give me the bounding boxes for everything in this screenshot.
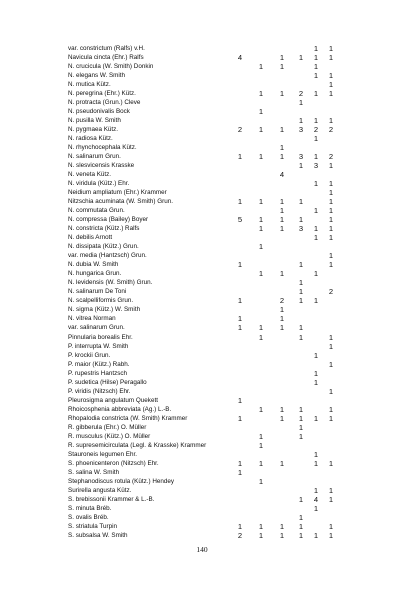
- table-row: [0, 387, 404, 396]
- count-cell: 1: [258, 521, 264, 531]
- count-cell: 1: [258, 242, 264, 252]
- species-name: Stephanodiscus rotula (Kütz.) Hendey: [68, 477, 175, 485]
- count-cell: 1: [328, 521, 334, 531]
- count-cell: 1: [328, 332, 334, 342]
- count-cell: 1: [313, 530, 319, 540]
- count-cell: 1: [313, 53, 319, 63]
- species-name: N. dissipata (Kütz.) Grun.: [68, 243, 139, 251]
- count-cell: 1: [298, 197, 304, 207]
- table-row: [0, 188, 404, 197]
- species-name: S. ovalis Bréb.: [68, 513, 109, 521]
- table-row: [0, 71, 404, 80]
- count-cell: 4: [279, 170, 285, 180]
- species-name: R. musculus (Kütz.) O. Müller: [68, 432, 151, 440]
- count-cell: 1: [279, 530, 285, 540]
- table-row: [0, 369, 404, 378]
- count-cell: 1: [328, 485, 334, 495]
- table-row: [0, 233, 404, 242]
- species-name: N. veneta Kütz.: [68, 171, 112, 179]
- species-name: var. salinarum Grun.: [68, 324, 125, 332]
- count-cell: 1: [298, 116, 304, 126]
- count-cell: 2: [237, 125, 243, 135]
- table-row: [0, 80, 404, 89]
- species-name: S. subsalsa W. Smith: [68, 531, 128, 539]
- count-cell: 1: [279, 305, 285, 315]
- species-name: N. levidensis (W. Smith) Grun.: [68, 279, 153, 287]
- species-name: N. pygmaea Kütz.: [68, 126, 119, 134]
- count-cell: 1: [298, 161, 304, 171]
- count-cell: 1: [313, 152, 319, 162]
- table-row: [0, 260, 404, 269]
- species-name: N. hungarica Grun.: [68, 270, 122, 278]
- count-cell: 3: [298, 152, 304, 162]
- table-row: [0, 116, 404, 125]
- species-name: Neidium ampliatum (Ehr.) Krammer: [68, 189, 167, 197]
- count-cell: 1: [237, 323, 243, 333]
- count-cell: 1: [328, 494, 334, 504]
- count-cell: 1: [258, 476, 264, 486]
- count-cell: 1: [279, 143, 285, 153]
- count-cell: 1: [279, 89, 285, 99]
- count-cell: 1: [313, 503, 319, 513]
- count-cell: 1: [298, 413, 304, 423]
- count-cell: 1: [313, 485, 319, 495]
- count-cell: 1: [313, 458, 319, 468]
- count-cell: 1: [328, 359, 334, 369]
- species-name: S. minuta Bréb.: [68, 504, 112, 512]
- species-name: N. mutica Kütz.: [68, 81, 111, 89]
- count-cell: 1: [298, 215, 304, 225]
- count-cell: 1: [328, 188, 334, 198]
- table-row: [0, 62, 404, 71]
- count-cell: 1: [298, 278, 304, 288]
- table-row: [0, 314, 404, 323]
- count-cell: 1: [258, 215, 264, 225]
- table-row: [0, 414, 404, 423]
- count-cell: 1: [298, 323, 304, 333]
- table-row: [0, 531, 404, 540]
- species-name: N. debilis Arnott: [68, 234, 113, 242]
- table-row: [0, 522, 404, 531]
- count-cell: 1: [328, 404, 334, 414]
- species-name: S. phoenicenteron (Nitzsch) Ehr.: [68, 459, 159, 467]
- table-row: [0, 504, 404, 513]
- count-cell: 1: [328, 530, 334, 540]
- count-cell: 1: [237, 152, 243, 162]
- count-cell: 1: [328, 260, 334, 270]
- species-name: N. constricta (Kütz.) Ralfs: [68, 225, 140, 233]
- count-cell: 1: [313, 368, 319, 378]
- count-cell: 2: [298, 89, 304, 99]
- species-name: N. viridula (Kütz.) Ehr.: [68, 180, 130, 188]
- species-name: N. cruciculа (W. Smith) Donkin: [68, 63, 154, 71]
- table-row: [0, 44, 404, 53]
- species-name: N. protracta (Grun.) Cleve: [68, 99, 141, 107]
- count-cell: 1: [298, 530, 304, 540]
- table-row: [0, 278, 404, 287]
- table-row: [0, 441, 404, 450]
- count-cell: 1: [313, 206, 319, 216]
- count-cell: 1: [279, 125, 285, 135]
- table-row: [0, 134, 404, 143]
- count-cell: 1: [298, 422, 304, 432]
- species-table: [0, 44, 404, 540]
- count-cell: 3: [313, 161, 319, 171]
- species-name: Nitzschia acuminata (W. Smith) Grun.: [68, 198, 173, 206]
- table-row: [0, 179, 404, 188]
- count-cell: 1: [313, 233, 319, 243]
- species-name: N. pusilla W. Smith: [68, 117, 121, 125]
- count-cell: 1: [279, 323, 285, 333]
- species-name: N. radiosa Kütz.: [68, 135, 113, 143]
- table-row: [0, 224, 404, 233]
- count-cell: 1: [237, 458, 243, 468]
- table-row: [0, 152, 404, 161]
- count-cell: 1: [237, 521, 243, 531]
- table-row: [0, 477, 404, 486]
- table-row: [0, 495, 404, 504]
- table-row: [0, 287, 404, 296]
- table-row: [0, 269, 404, 278]
- count-cell: 1: [313, 449, 319, 459]
- species-name: Rhopalodia constricta (W. Smith) Krammer: [68, 414, 188, 422]
- species-name: P. maior (Kütz.) Rabh.: [68, 360, 130, 368]
- species-name: Stauroneis legumen Ehr.: [68, 450, 137, 458]
- count-cell: 1: [313, 296, 319, 306]
- count-cell: 1: [298, 494, 304, 504]
- table-row: [0, 513, 404, 522]
- count-cell: 1: [279, 458, 285, 468]
- count-cell: 1: [328, 413, 334, 423]
- count-cell: 3: [298, 224, 304, 234]
- count-cell: 1: [328, 233, 334, 243]
- species-name: P. sudetica (Hilse) Peragallo: [68, 378, 147, 386]
- count-cell: 1: [258, 323, 264, 333]
- count-cell: 1: [328, 458, 334, 468]
- count-cell: 4: [237, 53, 243, 63]
- table-row: [0, 215, 404, 224]
- table-row: [0, 342, 404, 351]
- count-cell: 4: [313, 494, 319, 504]
- count-cell: 1: [328, 71, 334, 81]
- species-name: P. krockii Grun.: [68, 351, 111, 359]
- species-name: N. rhynchocephala Kütz.: [68, 144, 137, 152]
- count-cell: 1: [328, 341, 334, 351]
- count-cell: 1: [328, 161, 334, 171]
- count-cell: 1: [258, 332, 264, 342]
- species-name: Navicula cincta (Ehr.) Ralfs: [68, 54, 144, 62]
- count-cell: 1: [298, 431, 304, 441]
- species-name: N. elegans W. Smith: [68, 72, 126, 80]
- count-cell: 1: [279, 413, 285, 423]
- count-cell: 1: [313, 350, 319, 360]
- species-name: Pinnularia borealis Ehr.: [68, 333, 133, 341]
- count-cell: 1: [258, 269, 264, 279]
- count-cell: 1: [279, 224, 285, 234]
- count-cell: 1: [313, 377, 319, 387]
- table-row: [0, 161, 404, 170]
- count-cell: 1: [258, 62, 264, 72]
- table-row: [0, 125, 404, 134]
- count-cell: 2: [328, 287, 334, 297]
- count-cell: 3: [298, 125, 304, 135]
- count-cell: 1: [258, 152, 264, 162]
- species-name: Pleurosigma angulatum Quekett: [68, 396, 158, 404]
- count-cell: 1: [328, 251, 334, 261]
- count-cell: 1: [298, 332, 304, 342]
- species-name: N. commutata Grun.: [68, 207, 125, 215]
- species-name: N. slesvicensis Krasske: [68, 162, 135, 170]
- count-cell: 1: [328, 53, 334, 63]
- count-cell: 1: [279, 521, 285, 531]
- count-cell: 1: [258, 197, 264, 207]
- count-cell: 1: [279, 62, 285, 72]
- table-row: [0, 296, 404, 305]
- table-row: [0, 459, 404, 468]
- count-cell: 1: [328, 80, 334, 90]
- table-row: [0, 468, 404, 477]
- count-cell: 1: [237, 467, 243, 477]
- count-cell: 1: [313, 116, 319, 126]
- species-name: Surirella angusta Kütz.: [68, 486, 132, 494]
- count-cell: 5: [237, 215, 243, 225]
- count-cell: 1: [298, 404, 304, 414]
- count-cell: 1: [313, 62, 319, 72]
- count-cell: 1: [328, 116, 334, 126]
- count-cell: 1: [279, 314, 285, 324]
- species-name: R. supresemicirculata (Legl. & Krasske) Krammer: [68, 441, 207, 449]
- count-cell: 2: [279, 296, 285, 306]
- table-row: [0, 378, 404, 387]
- count-cell: 1: [279, 404, 285, 414]
- count-cell: 1: [279, 206, 285, 216]
- count-cell: 2: [313, 125, 319, 135]
- count-cell: 1: [328, 44, 334, 53]
- species-name: N. scalpelliformis Grun.: [68, 297, 134, 305]
- count-cell: 1: [298, 98, 304, 108]
- table-row: [0, 98, 404, 107]
- species-name: N. vitrea Norman: [68, 315, 116, 323]
- table-row: [0, 242, 404, 251]
- table-row: [0, 423, 404, 432]
- count-cell: 1: [237, 260, 243, 270]
- count-cell: 1: [237, 296, 243, 306]
- table-row: [0, 170, 404, 179]
- count-cell: 1: [258, 107, 264, 117]
- count-cell: 1: [328, 197, 334, 207]
- count-cell: 1: [313, 269, 319, 279]
- count-cell: 1: [313, 224, 319, 234]
- count-cell: 1: [237, 395, 243, 405]
- species-name: N. compressa (Bailey) Boyer: [68, 216, 149, 224]
- species-name: N. salinarum Grun.: [68, 153, 121, 161]
- count-cell: 1: [237, 413, 243, 423]
- species-name: S. brebissonii Krammer & L.-B.: [68, 495, 155, 503]
- species-name: N. sigma (Kütz.) W. Smith: [68, 306, 141, 314]
- count-cell: 1: [279, 197, 285, 207]
- species-name: N. dubia W. Smith: [68, 261, 119, 269]
- table-row: [0, 396, 404, 405]
- count-cell: 1: [279, 269, 285, 279]
- table-row: [0, 486, 404, 495]
- table-row: [0, 143, 404, 152]
- count-cell: 1: [279, 215, 285, 225]
- count-cell: 1: [313, 71, 319, 81]
- count-cell: 1: [313, 89, 319, 99]
- table-row: [0, 197, 404, 206]
- count-cell: 1: [237, 197, 243, 207]
- count-cell: 1: [298, 521, 304, 531]
- table-row: [0, 450, 404, 459]
- species-name: S. salina W. Smith: [68, 468, 120, 476]
- species-name: N. pseudonivalis Bock: [68, 108, 130, 116]
- species-name: N. peregrina (Ehr.) Kütz.: [68, 90, 136, 98]
- count-cell: 1: [258, 458, 264, 468]
- table-row: [0, 53, 404, 62]
- species-name: P. interrupta W. Smith: [68, 342, 129, 350]
- count-cell: 1: [313, 413, 319, 423]
- count-cell: 1: [258, 530, 264, 540]
- table-row: [0, 89, 404, 98]
- species-name: P. rupestris Hantzsch: [68, 369, 128, 377]
- count-cell: 1: [258, 89, 264, 99]
- species-name: var. constrictum (Ralfs) v.H.: [68, 45, 145, 52]
- species-name: N. salinarum De Toni: [68, 288, 127, 296]
- table-row: [0, 351, 404, 360]
- count-cell: 1: [258, 431, 264, 441]
- table-row: [0, 323, 404, 332]
- count-cell: 2: [237, 530, 243, 540]
- count-cell: 1: [298, 53, 304, 63]
- count-cell: 1: [328, 215, 334, 225]
- table-row: [0, 206, 404, 215]
- count-cell: 1: [298, 296, 304, 306]
- count-cell: 2: [328, 125, 334, 135]
- species-name: Rhoicosphenia abbreviata (Ag.) L.-B.: [68, 405, 172, 413]
- table-row: [0, 405, 404, 414]
- count-cell: 1: [258, 224, 264, 234]
- species-name: S. striatula Turpin: [68, 522, 117, 530]
- table-row: [0, 251, 404, 260]
- count-cell: 1: [328, 179, 334, 189]
- count-cell: 1: [298, 260, 304, 270]
- count-cell: 1: [279, 53, 285, 63]
- count-cell: 2: [328, 152, 334, 162]
- count-cell: 1: [258, 404, 264, 414]
- count-cell: 1: [298, 512, 304, 522]
- species-name: P. viridis (Nitzsch) Ehr.: [68, 387, 131, 395]
- species-name: var. media (Hantzsch) Grun.: [68, 252, 147, 260]
- table-row: [0, 360, 404, 369]
- table-row: [0, 305, 404, 314]
- count-cell: 1: [298, 287, 304, 297]
- count-cell: 1: [328, 89, 334, 99]
- count-cell: 1: [313, 134, 319, 144]
- species-name: R. gibberula (Ehr.) O. Müller: [68, 423, 147, 431]
- page-number: 140: [196, 545, 208, 554]
- count-cell: 1: [237, 314, 243, 324]
- count-cell: 1: [313, 44, 319, 53]
- table-row: [0, 107, 404, 116]
- count-cell: 1: [258, 440, 264, 450]
- table-row: [0, 333, 404, 342]
- count-cell: 1: [328, 206, 334, 216]
- table-row: [0, 432, 404, 441]
- count-cell: 1: [328, 224, 334, 234]
- count-cell: 1: [258, 125, 264, 135]
- count-cell: 1: [313, 179, 319, 189]
- count-cell: 1: [328, 386, 334, 396]
- count-cell: 1: [279, 152, 285, 162]
